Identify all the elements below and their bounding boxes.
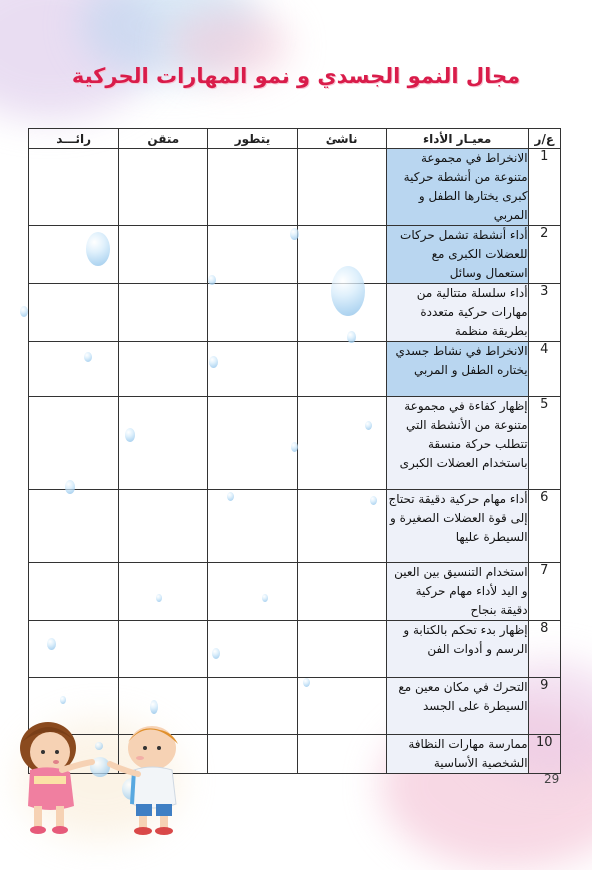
column-header-emerging: ناشئ	[297, 129, 386, 149]
rating-cell-emerging[interactable]	[297, 563, 386, 621]
row-number: 5	[528, 397, 560, 490]
bubble-decoration	[95, 742, 103, 750]
rating-cell-emerging[interactable]	[297, 621, 386, 678]
bubble-decoration	[208, 275, 216, 285]
rating-cell-proficient[interactable]	[119, 621, 208, 678]
rating-cell-developing[interactable]	[208, 397, 297, 490]
rating-cell-proficient[interactable]	[119, 342, 208, 397]
rating-cell-developing[interactable]	[208, 342, 297, 397]
criterion-cell: إظهار كفاءة في مجموعة متنوعة من الأنشطة التي تتطلب حركة منسقة باستخدام العضلات الكبرى	[386, 397, 528, 490]
rating-cell-developing[interactable]	[208, 563, 297, 621]
rating-cell-proficient[interactable]	[119, 735, 208, 774]
bubble-decoration	[209, 356, 218, 368]
rating-cell-proficient[interactable]	[119, 563, 208, 621]
rating-cell-leading[interactable]	[29, 149, 119, 226]
row-number: 6	[528, 490, 560, 563]
rating-cell-leading[interactable]	[29, 397, 119, 490]
rating-cell-developing[interactable]	[208, 678, 297, 735]
bubble-decoration	[227, 492, 234, 501]
rating-cell-proficient[interactable]	[119, 284, 208, 342]
criterion-cell: ممارسة مهارات النظافة الشخصية الأساسية	[386, 735, 528, 774]
table-row	[29, 490, 561, 563]
page-title: مجال النمو الجسدي و نمو المهارات الحركية	[71, 64, 521, 88]
rating-cell-emerging[interactable]	[297, 149, 386, 226]
table-row	[29, 563, 561, 621]
criterion-cell: إظهار بدء تحكم بالكتابة و الرسم و أدوات الفن	[386, 621, 528, 678]
column-header-number: ع/ر	[528, 129, 560, 149]
rating-cell-leading[interactable]	[29, 490, 119, 563]
table-row	[29, 284, 561, 342]
criterion-cell: التحرك في مكان معين مع السيطرة على الجسد	[386, 678, 528, 735]
bubble-decoration	[90, 757, 110, 777]
bubble-decoration	[291, 442, 298, 452]
bubble-decoration	[331, 266, 365, 316]
rating-cell-emerging[interactable]	[297, 342, 386, 397]
criterion-cell: الانخراط في مجموعة متنوعة من أنشطة حركية كبرى يختارها الطفل و المربي	[386, 149, 528, 226]
rating-cell-developing[interactable]	[208, 490, 297, 563]
rating-cell-emerging[interactable]	[297, 735, 386, 774]
rating-cell-leading[interactable]	[29, 563, 119, 621]
table-row	[29, 678, 561, 735]
table-row	[29, 621, 561, 678]
bubble-decoration	[65, 480, 75, 494]
rating-cell-leading[interactable]	[29, 342, 119, 397]
row-number: 2	[528, 226, 560, 284]
criterion-cell: الانخراط في نشاط جسدي يختاره الطفل و المربي	[386, 342, 528, 397]
column-header-leading: رائـــد	[29, 129, 119, 149]
rating-cell-leading[interactable]	[29, 621, 119, 678]
page-number: 29	[544, 772, 560, 786]
bubble-decoration	[156, 594, 162, 602]
column-header-proficient: متقن	[119, 129, 208, 149]
bubble-decoration	[262, 594, 268, 602]
bubble-decoration	[60, 696, 66, 704]
bubble-decoration	[150, 700, 158, 714]
rating-cell-proficient[interactable]	[119, 678, 208, 735]
bubble-decoration	[365, 421, 372, 430]
rating-cell-leading[interactable]	[29, 678, 119, 735]
rating-cell-developing[interactable]	[208, 284, 297, 342]
row-number: 10	[528, 735, 560, 774]
rating-cell-emerging[interactable]	[297, 678, 386, 735]
criterion-cell: أداء مهام حركية دقيقة تحتاج إلى قوة العضلات الصغيرة و السيطرة عليها	[386, 490, 528, 563]
criterion-cell: استخدام التنسيق بين العين و اليد لأداء مهام حركية دقيقة بنجاح	[386, 563, 528, 621]
bubble-decoration	[84, 352, 92, 362]
bubble-decoration	[86, 232, 110, 266]
row-number: 7	[528, 563, 560, 621]
bubble-decoration	[347, 331, 356, 343]
row-number: 1	[528, 149, 560, 226]
criterion-cell: أداء أنشطة تشمل حركات للعضلات الكبرى مع استعمال وسائل	[386, 226, 528, 284]
rating-cell-proficient[interactable]	[119, 149, 208, 226]
bubble-decoration	[20, 306, 28, 317]
bubble-decoration	[303, 678, 310, 687]
rating-cell-proficient[interactable]	[119, 490, 208, 563]
row-number: 8	[528, 621, 560, 678]
table-header-row	[29, 129, 561, 149]
table-row	[29, 342, 561, 397]
rating-cell-emerging[interactable]	[297, 397, 386, 490]
rating-cell-developing[interactable]	[208, 621, 297, 678]
bubble-decoration	[212, 648, 220, 659]
rating-cell-proficient[interactable]	[119, 226, 208, 284]
rating-cell-developing[interactable]	[208, 226, 297, 284]
rating-cell-developing[interactable]	[208, 149, 297, 226]
table-row	[29, 149, 561, 226]
rating-cell-developing[interactable]	[208, 735, 297, 774]
rating-cell-leading[interactable]	[29, 284, 119, 342]
bubble-decoration	[370, 496, 377, 505]
row-number: 4	[528, 342, 560, 397]
column-header-criterion: معيـار الأداء	[386, 129, 528, 149]
row-number: 3	[528, 284, 560, 342]
bubble-decoration	[125, 428, 135, 442]
bubble-decoration	[47, 638, 56, 650]
bubble-decoration	[290, 228, 299, 240]
column-header-developing: يتطور	[208, 129, 297, 149]
criterion-cell: أداء سلسلة متتالية من مهارات حركية متعددة بطريقة منظمة	[386, 284, 528, 342]
bubble-decoration	[122, 778, 142, 800]
row-number: 9	[528, 678, 560, 735]
rating-cell-proficient[interactable]	[119, 397, 208, 490]
